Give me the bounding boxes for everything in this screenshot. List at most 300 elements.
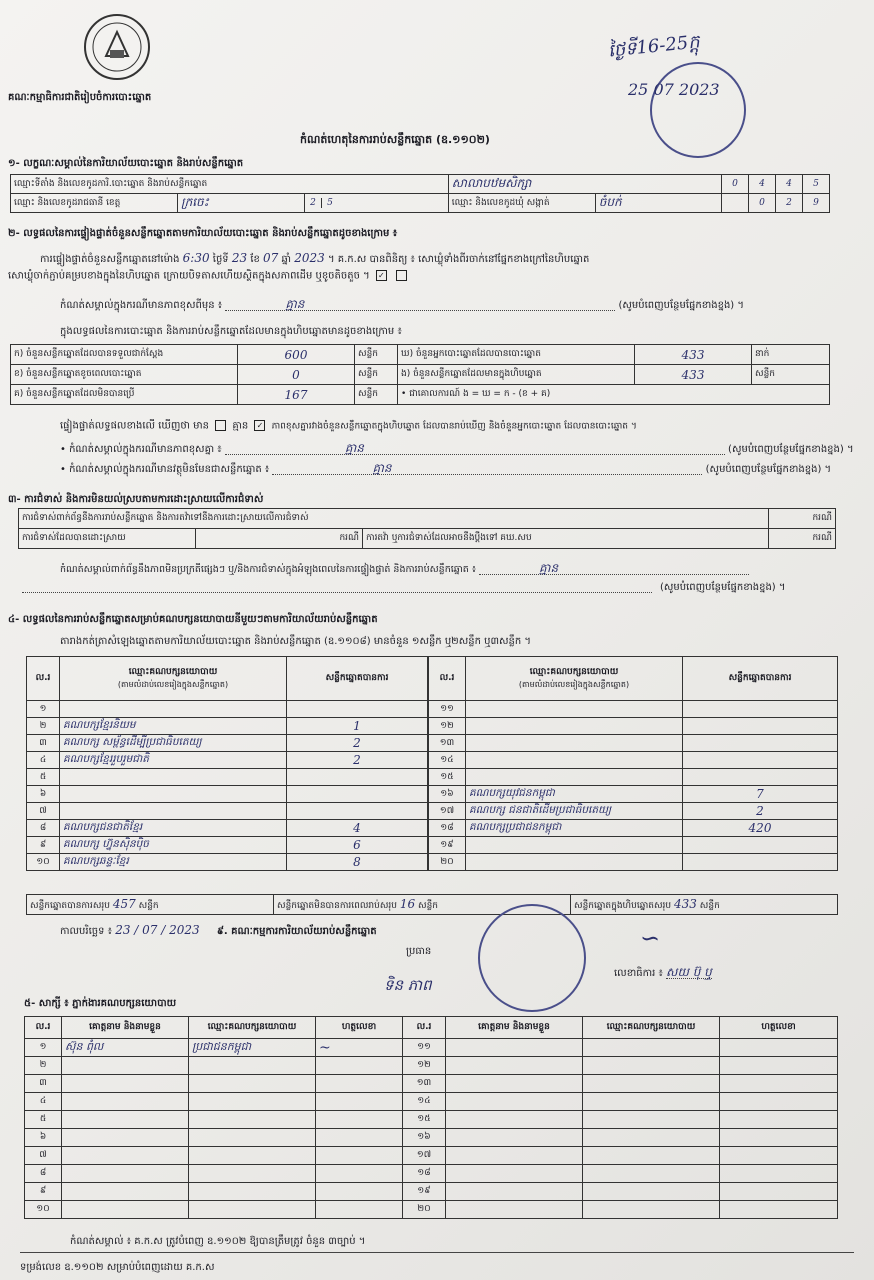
vote-row — [429, 701, 838, 718]
vote-row-no: ១៣ — [429, 735, 466, 752]
witness-row — [25, 1093, 838, 1111]
witness-no: ១៦ — [403, 1129, 446, 1147]
witness-party — [583, 1183, 720, 1201]
year-value: 2023 — [294, 251, 325, 265]
vote-row-party — [60, 701, 287, 718]
witness-name: ស៊ុន ពុំល — [62, 1039, 189, 1057]
vote-row-no: ២ — [27, 718, 60, 735]
witness-no: ៤ — [25, 1093, 62, 1111]
case-label: ករណី — [769, 509, 836, 529]
vote-row-votes — [287, 786, 428, 803]
vote-row-no: ១៧ — [429, 803, 466, 820]
results-label: ក) ចំនួនសន្លឹកឆ្នោតដែលបានទទួលជាក់ស្តែង — [11, 345, 238, 365]
code-digit: 9 — [803, 194, 830, 213]
witness-party — [583, 1039, 720, 1057]
vote-row-party — [466, 854, 683, 871]
col-sign: ហត្ថលេខា — [720, 1017, 838, 1039]
results-value: 167 — [238, 385, 355, 405]
vote-row-party — [466, 837, 683, 854]
results-value: 433 — [635, 365, 752, 385]
results-value: 0 — [238, 365, 355, 385]
vote-row-votes: 420 — [683, 820, 838, 837]
vote-row-no: ១១ — [429, 701, 466, 718]
formula: • ជាគោលការណ៍ ង = ឃ = ក - (ខ + គ) — [398, 385, 830, 405]
vote-row — [27, 718, 428, 735]
vote-row — [27, 701, 428, 718]
vote-row-votes: 2 — [683, 803, 838, 820]
official-stamp — [628, 62, 746, 158]
total-valid-label: សន្លឹកឆ្នោតបានការសរុប — [30, 900, 110, 911]
vote-row — [429, 735, 838, 752]
checkbox-has-diff[interactable] — [215, 420, 226, 431]
vote-row-votes: 8 — [287, 854, 428, 871]
section1-heading: ១- លក្ខណៈសម្គាល់នៃការិយាល័យបោះឆ្នោត និងរាប់សន្លឹកឆ្នោត — [8, 158, 244, 169]
location-value: សាលាបឋមសិក្សា — [448, 175, 721, 194]
secretary-name: សយ ប៊ុ ឬ — [666, 965, 712, 979]
vote-row-votes — [683, 718, 838, 735]
witness-no: ១៤ — [403, 1093, 446, 1111]
witness-name — [62, 1147, 189, 1165]
bullet-diff-label: • កំណត់សម្គាល់ក្នុងករណីមានភាពខុសគ្នា ៖ — [60, 444, 222, 455]
witness-no: ២ — [25, 1057, 62, 1075]
vote-row-votes — [683, 701, 838, 718]
secretary-signature: ∽ — [640, 924, 661, 952]
results-intro: ក្នុងលទ្ធផលនៃការបោះឆ្នោត និងការរាប់សន្លឹកឆ្នោតដែលមានក្នុងហិបឆ្នោតមានដូចខាងក្រោម ៖ — [60, 326, 402, 337]
witness-no: ១៨ — [403, 1165, 446, 1183]
vote-row-no: ១៤ — [429, 752, 466, 769]
witness-no: ១២ — [403, 1057, 446, 1075]
results-unit: នាក់ — [752, 345, 830, 365]
month-value: 07 — [263, 251, 279, 265]
witness-no: ១៣ — [403, 1075, 446, 1093]
col-party — [466, 657, 683, 701]
vote-row-party: គណបក្សឆន្ទៈខ្មែរ — [60, 854, 287, 871]
vote-row-no: ៤ — [27, 752, 60, 769]
diff-note-label: កំណត់សម្គាល់ក្នុងករណីមានភាពខុសពីមុន ៖ — [60, 300, 223, 311]
hint-text: (សូមបំពេញបន្ថែមផ្នែកខាងខ្នង) ។ — [728, 444, 854, 455]
hint-text: (សូមបំពេញបន្ថែមផ្នែកខាងខ្នង) ។ — [618, 300, 744, 311]
vote-row-party — [60, 786, 287, 803]
vote-row-no: ៧ — [27, 803, 60, 820]
footer-divider — [20, 1252, 854, 1253]
vote-row — [27, 820, 428, 837]
witness-no: ១ — [25, 1039, 62, 1057]
code-digit: 5 — [321, 198, 338, 208]
code-blank — [722, 194, 749, 213]
bullet-object-value: គ្មាន — [272, 462, 702, 475]
col-name: គោត្តនាម និងនាមខ្លួន — [446, 1017, 583, 1039]
vote-row — [429, 769, 838, 786]
bullet-diff — [60, 442, 854, 456]
vote-row-votes — [683, 752, 838, 769]
witness-party — [583, 1057, 720, 1075]
commune-label: ឈ្មោះ និងលេខកូដឃុំ សង្កាត់ — [448, 194, 595, 213]
witness-name — [62, 1111, 189, 1129]
vote-row-votes: 2 — [287, 752, 428, 769]
vote-row-party: គណបក្សប្រជាជនកម្ពុជា — [466, 820, 683, 837]
witness-row — [25, 1201, 838, 1219]
col-votes: សន្លឹកឆ្នោតបានការ — [287, 657, 428, 701]
witness-sign — [720, 1093, 838, 1111]
witness-name — [446, 1075, 583, 1093]
col-no: ល.រ — [403, 1017, 446, 1039]
irregularity-value: គ្មាន — [479, 562, 749, 575]
witness-party — [583, 1129, 720, 1147]
footnote: កំណត់សម្គាល់ ៖ គ.ក.ស ត្រូវបំពេញ ឧ.១១០២ ឱ្យបានត្រឹមត្រូវ ចំនួន ៣ច្បាប់ ។ — [70, 1236, 366, 1247]
stamp-date: 25 07 2023 — [628, 80, 720, 99]
vote-row-party: គណបក្សខ្មែរនិយម — [60, 718, 287, 735]
witness-name — [62, 1165, 189, 1183]
unit: សន្លឹក — [138, 900, 159, 911]
vote-row-party — [466, 735, 683, 752]
col-party-sub: (តាមលំដាប់លេខរៀងក្នុងសន្លឹកឆ្នោត) — [117, 680, 229, 689]
vote-row-party — [466, 718, 683, 735]
col-party: ឈ្មោះគណបក្សនយោបាយ — [189, 1017, 316, 1039]
appeal-label: ការតវ៉ា ឬការជំទាស់ដែលអាចនឹងប្តឹងទៅ គឃ.សប — [363, 529, 769, 549]
witness-name — [446, 1093, 583, 1111]
committee-label: ៩. គណៈកម្មការការិយាល័យរាប់សន្លឹកឆ្នោត — [216, 926, 377, 937]
witness-party — [189, 1093, 316, 1111]
witness-no: ៣ — [25, 1075, 62, 1093]
vote-row-no: ១៦ — [429, 786, 466, 803]
day-value: 23 — [231, 251, 248, 265]
vote-row-no: ៨ — [27, 820, 60, 837]
vote-row — [27, 752, 428, 769]
discrepancy-line — [60, 420, 637, 433]
irregularity-label: កំណត់សម្គាល់ពាក់ព័ន្ធនឹងភាពមិនប្រក្រតីផ្សេងៗ ឬ/និងការជំទាស់ក្នុងអំឡុងពេលនៃការផ្ទៀងផ្ទាត់ និងការរាប់សន្លឹកឆ្នោត ៖ — [60, 564, 477, 575]
vote-row-no: ២០ — [429, 854, 466, 871]
chair-name: ទិន ភាព — [384, 976, 432, 994]
col-party: ឈ្មោះគណបក្សនយោបាយ — [583, 1017, 720, 1039]
witness-name — [446, 1129, 583, 1147]
col-sign: ហត្ថលេខា — [316, 1017, 403, 1039]
witness-sign — [720, 1039, 838, 1057]
col-no: ល.រ — [25, 1017, 62, 1039]
witness-name — [446, 1201, 583, 1219]
diff-note-value: គ្មាន — [225, 298, 615, 311]
witness-party — [583, 1075, 720, 1093]
results-label: ខ) ចំនួនសន្លឹកឆ្នោតខូចពេលបោះឆ្នោត — [11, 365, 238, 385]
section4-sub: តារាងកត់ត្រាសំឡេងឆ្នោតតាមការិយាល័យបោះឆ្នោត និងរាប់សន្លឹកឆ្នោត (ឧ.១១០៨) មានចំនួន ១សន្លឹក ឬ២សន្លឹក ឬ៣សន្លឹក ។ — [60, 636, 532, 647]
bullet-object — [60, 462, 831, 476]
section4-heading: ៤- លទ្ធផលនៃការរាប់សន្លឹកឆ្នោតសម្រាប់គណបក្សនយោបាយនីមួយៗតាមការិយាល័យរាប់សន្លឹកឆ្នោត — [8, 614, 378, 625]
vote-row — [429, 752, 838, 769]
witness-name — [446, 1111, 583, 1129]
witness-sign — [316, 1057, 403, 1075]
witness-sign — [316, 1147, 403, 1165]
seal-text: សោឃ្លុំចាក់ភ្ជាប់គម្របខាងក្នុងនៃហិបឆ្នោត ក្រោយបិទតាសហើយស្ថិតក្នុងសភាពដើម ឬខូចតិចតួច ។ — [8, 270, 370, 282]
vote-row-party: គណបក្ស សម្ព័ន្ធដើម្បីប្រជាធិបតេយ្យ — [60, 735, 287, 752]
witness-party — [189, 1183, 316, 1201]
committee-stamp — [478, 904, 586, 1012]
vote-row-votes — [683, 769, 838, 786]
unit: សន្លឹក — [418, 900, 439, 911]
form-footer: ទម្រង់លេខ ឧ.១១០២ សម្រាប់បំពេញដោយ គ.ក.ស — [20, 1262, 215, 1273]
col-name: គោត្តនាម និងនាមខ្លួន — [62, 1017, 189, 1039]
witness-no: ២០ — [403, 1201, 446, 1219]
vote-row-party: គណបក្ស ហ្វ៊ុនស៊ិនប៉ិច — [60, 837, 287, 854]
witness-sign — [316, 1183, 403, 1201]
col-no: ល.រ — [429, 657, 466, 701]
vote-row-votes — [287, 701, 428, 718]
col-party-title: ឈ្មោះគណបក្សនយោបាយ — [529, 667, 619, 677]
witness-name — [446, 1039, 583, 1057]
vote-table-right — [428, 656, 838, 871]
section3-heading: ៣- ការជំទាស់ និងការមិនយល់ស្របតាមការដោះស្រាយលើការជំទាស់ — [8, 494, 264, 505]
witness-no: ១៥ — [403, 1111, 446, 1129]
witness-sign — [720, 1147, 838, 1165]
witness-name — [446, 1183, 583, 1201]
hint-text: (សូមបំពេញបន្ថែមផ្នែកខាងខ្នង) ។ — [705, 464, 832, 475]
objection-row1: ការជំទាស់ពាក់ព័ន្ធនឹងការរាប់សន្លឹកឆ្នោត និងការតវ៉ាទៅនឹងការដោះស្រាយលើការជំទាស់ — [19, 509, 769, 529]
witness-sign — [316, 1075, 403, 1093]
total-invalid-value: 16 — [399, 896, 416, 911]
no-diff-label: គ្មាន — [232, 420, 249, 432]
vote-row-party — [466, 769, 683, 786]
vote-row — [27, 837, 428, 854]
vote-row-no: ១៨ — [429, 820, 466, 837]
witness-name — [62, 1129, 189, 1147]
vote-row-party — [466, 701, 683, 718]
col-votes: សន្លឹកឆ្នោតបានការ — [683, 657, 838, 701]
witness-party — [189, 1129, 316, 1147]
witness-no: ៨ — [25, 1165, 62, 1183]
witness-sign — [316, 1129, 403, 1147]
vote-row-no: ១ — [27, 701, 60, 718]
witness-party — [189, 1111, 316, 1129]
col-party-sub: (តាមលំដាប់លេខរៀងក្នុងសន្លឹកឆ្នោត) — [518, 680, 630, 689]
secretary-label: លេខាធិការ ៖ — [614, 968, 663, 979]
witness-row — [25, 1111, 838, 1129]
total-valid-cell — [27, 895, 274, 915]
witness-no: ៦ — [25, 1129, 62, 1147]
witness-name — [446, 1165, 583, 1183]
checkbox-original[interactable]: ✓ — [376, 270, 387, 281]
vote-left-body — [27, 701, 428, 871]
witness-no: ៩ — [25, 1183, 62, 1201]
checkbox-damaged[interactable] — [396, 270, 407, 281]
vote-row-party: គណបក្សខ្មែររួបរួមជាតិ — [60, 752, 287, 769]
month-label: ខែ — [250, 254, 260, 265]
witness-no: ៥ — [25, 1111, 62, 1129]
vote-row-no: ១០ — [27, 854, 60, 871]
code-digit: 4 — [749, 175, 776, 194]
diff-note-line — [60, 298, 744, 312]
vote-table-left — [26, 656, 428, 871]
checkbox-no-diff[interactable]: ✓ — [254, 420, 265, 431]
vote-row-no: ១៩ — [429, 837, 466, 854]
location-table — [10, 174, 830, 213]
results-label: គ) ចំនួនសន្លឹកឆ្នោតដែលមិនបានប្រើ — [11, 385, 238, 405]
vote-row-no: ១២ — [429, 718, 466, 735]
vote-row — [429, 803, 838, 820]
irregularity-note — [60, 562, 749, 576]
code-digit: 2 — [776, 194, 803, 213]
vote-row — [27, 769, 428, 786]
code-digit: 4 — [776, 175, 803, 194]
province-code — [305, 194, 449, 213]
resolved-label: ការជំទាស់ដែលបានដោះស្រាយ — [19, 529, 196, 549]
vote-row — [27, 803, 428, 820]
vote-row-votes — [683, 854, 838, 871]
results-unit: សន្លឹក — [355, 345, 398, 365]
form-title: កំណត់ហេតុនៃការរាប់សន្លឹកឆ្នោត (ឧ.១១០២) — [300, 133, 490, 146]
vote-row — [429, 820, 838, 837]
witness-no: ១៩ — [403, 1183, 446, 1201]
vote-row — [429, 854, 838, 871]
vote-row-no: ៥ — [27, 769, 60, 786]
province-label: ឈ្មោះ និងលេខកូដរាជធានី ខេត្ត — [11, 194, 178, 213]
vote-row — [27, 735, 428, 752]
vote-row-no: ១៥ — [429, 769, 466, 786]
hint-text: (សូមបំពេញបន្ថែមផ្នែកខាងខ្នង) ។ — [660, 582, 786, 593]
witness-sign — [316, 1111, 403, 1129]
code-digit: 5 — [803, 175, 830, 194]
col-party — [60, 657, 287, 701]
witness-sign — [720, 1075, 838, 1093]
vote-row-party: គណបក្សជនជាតិខ្មែរ — [60, 820, 287, 837]
vote-row-votes: 2 — [287, 735, 428, 752]
resolved-case: ករណី — [196, 529, 363, 549]
discrepancy-text: ផ្ទៀងផ្ទាត់លទ្ធផលខាងលើ ឃើញថា មាន — [60, 420, 209, 432]
witness-row — [25, 1183, 838, 1201]
discrepancy-text2: ភាពខុសគ្នារវាងចំនួនសន្លឹកឆ្នោតក្នុងហិបឆ្នោត ដែលបានរាប់ឃើញ និងចំនួនអ្នកបោះឆ្នោត ដែលបានបោះឆ្នោត ។ — [271, 421, 637, 432]
province-value: ក្រចេះ — [178, 194, 305, 213]
section5-heading: ៥- សាក្សី ៖ ភ្នាក់ងារគណបក្សនយោបាយ — [24, 998, 177, 1009]
date-note: ថ្ងៃទី16-25ក្តុ — [607, 31, 701, 62]
vote-row-votes — [287, 803, 428, 820]
commune-value: ចំបក់ — [595, 194, 721, 213]
col-no: ល.រ — [27, 657, 60, 701]
bullet-object-label: • កំណត់សម្គាល់ក្នុងករណីមានវត្ថុមិនមែនជាសន្លឹកឆ្នោត ៖ — [60, 464, 270, 475]
col-party-title: ឈ្មោះគណបក្សនយោបាយ — [128, 667, 218, 677]
witness-sign — [720, 1057, 838, 1075]
vote-row — [429, 718, 838, 735]
witness-name — [62, 1075, 189, 1093]
code-digit: 0 — [749, 194, 776, 213]
bullet-diff-value: គ្មាន — [225, 442, 725, 455]
vote-row-no: ៦ — [27, 786, 60, 803]
date-label: កាលបរិច្ឆេទ ៖ — [60, 926, 113, 937]
day-label: ថ្ងៃទី — [212, 254, 229, 265]
witness-party — [189, 1165, 316, 1183]
total-valid-value: 457 — [112, 896, 136, 911]
witness-party — [189, 1075, 316, 1093]
vote-row-party — [466, 752, 683, 769]
verification-text2: ។ គ.ក.ស បានពិនិត្យ ៖ សោឃ្លុំទាំងពីរចាក់នៅផ្នែកខាងក្រៅនៃហិបឆ្នោត — [327, 254, 590, 265]
witness-sign — [316, 1093, 403, 1111]
witness-party — [583, 1093, 720, 1111]
total-invalid-label: សន្លឹកឆ្នោតមិនបានការពេលរាប់សរុប — [277, 900, 397, 911]
secretary-line — [614, 966, 712, 980]
witness-party — [583, 1165, 720, 1183]
witness-no: ១១ — [403, 1039, 446, 1057]
witness-no: ១០ — [25, 1201, 62, 1219]
witness-row — [25, 1057, 838, 1075]
chair-label: ប្រធាន — [406, 946, 432, 957]
vote-row-no: ៩ — [27, 837, 60, 854]
code-digit: 0 — [722, 175, 749, 194]
year-label: ឆ្នាំ — [281, 254, 292, 265]
logo-icon — [84, 14, 150, 80]
total-box-cell — [571, 895, 838, 915]
vote-row — [429, 837, 838, 854]
appeal-case: ករណី — [769, 529, 836, 549]
results-value: 433 — [635, 345, 752, 365]
witness-row — [25, 1129, 838, 1147]
witness-sign: ~ — [316, 1039, 403, 1057]
time-value: 6:30 — [182, 251, 210, 265]
vote-row-party — [60, 769, 287, 786]
witness-sign — [720, 1129, 838, 1147]
vote-row-votes: 7 — [683, 786, 838, 803]
date-value: 23 / 07 / 2023 — [115, 923, 200, 937]
results-table — [10, 344, 830, 405]
vote-row-votes — [683, 837, 838, 854]
vote-row-party: គណបក្សយុវជនកម្ពុជា — [466, 786, 683, 803]
location-label: ឈ្មោះទីតាំង និងលេខកូដការិ.បោះឆ្នោត និងរាប់សន្លឹកឆ្នោត — [11, 175, 449, 194]
witness-row — [25, 1147, 838, 1165]
results-unit: សន្លឹក — [355, 385, 398, 405]
org-name: គណៈកម្មាធិការជាតិរៀបចំការបោះឆ្នោត — [8, 92, 152, 103]
witness-name — [446, 1147, 583, 1165]
witness-party — [189, 1147, 316, 1165]
witness-sign — [720, 1201, 838, 1219]
witness-sign — [720, 1165, 838, 1183]
witness-body — [25, 1039, 838, 1219]
code-digit: 2 — [310, 198, 316, 208]
date-line — [60, 924, 377, 938]
witness-sign — [720, 1111, 838, 1129]
witness-row — [25, 1039, 838, 1057]
vote-row-votes — [287, 769, 428, 786]
vote-row-party: គណបក្ស ជនជាតិដើមប្រជាធិបតេយ្យ — [466, 803, 683, 820]
results-label: ង) ចំនួនសន្លឹកឆ្នោតដែលមានក្នុងហិបឆ្នោត — [398, 365, 635, 385]
vote-row-no: ៣ — [27, 735, 60, 752]
vote-row-votes: 1 — [287, 718, 428, 735]
witness-party — [189, 1057, 316, 1075]
objection-table — [18, 508, 836, 549]
totals-table — [26, 894, 838, 915]
witness-party — [583, 1147, 720, 1165]
witness-name — [62, 1201, 189, 1219]
total-box-label: សន្លឹកឆ្នោតក្នុងហិបឆ្នោតសរុប — [574, 900, 672, 911]
witness-party — [189, 1201, 316, 1219]
seal-line — [8, 270, 410, 283]
total-box-value: 433 — [674, 896, 697, 911]
witness-name — [446, 1057, 583, 1075]
dotted-line — [22, 582, 652, 593]
witness-table — [24, 1016, 838, 1219]
witness-row — [25, 1165, 838, 1183]
witness-party — [583, 1111, 720, 1129]
witness-sign — [720, 1183, 838, 1201]
vote-row — [27, 854, 428, 871]
results-unit: សន្លឹក — [752, 365, 830, 385]
vote-row-votes: 6 — [287, 837, 428, 854]
vote-row-party — [60, 803, 287, 820]
vote-right-body — [429, 701, 838, 871]
witness-sign — [316, 1165, 403, 1183]
witness-no: ៧ — [25, 1147, 62, 1165]
witness-sign — [316, 1201, 403, 1219]
witness-party — [583, 1201, 720, 1219]
results-value: 600 — [238, 345, 355, 365]
vote-row-votes: 4 — [287, 820, 428, 837]
vote-row — [429, 786, 838, 803]
vote-row — [27, 786, 428, 803]
witness-name — [62, 1183, 189, 1201]
